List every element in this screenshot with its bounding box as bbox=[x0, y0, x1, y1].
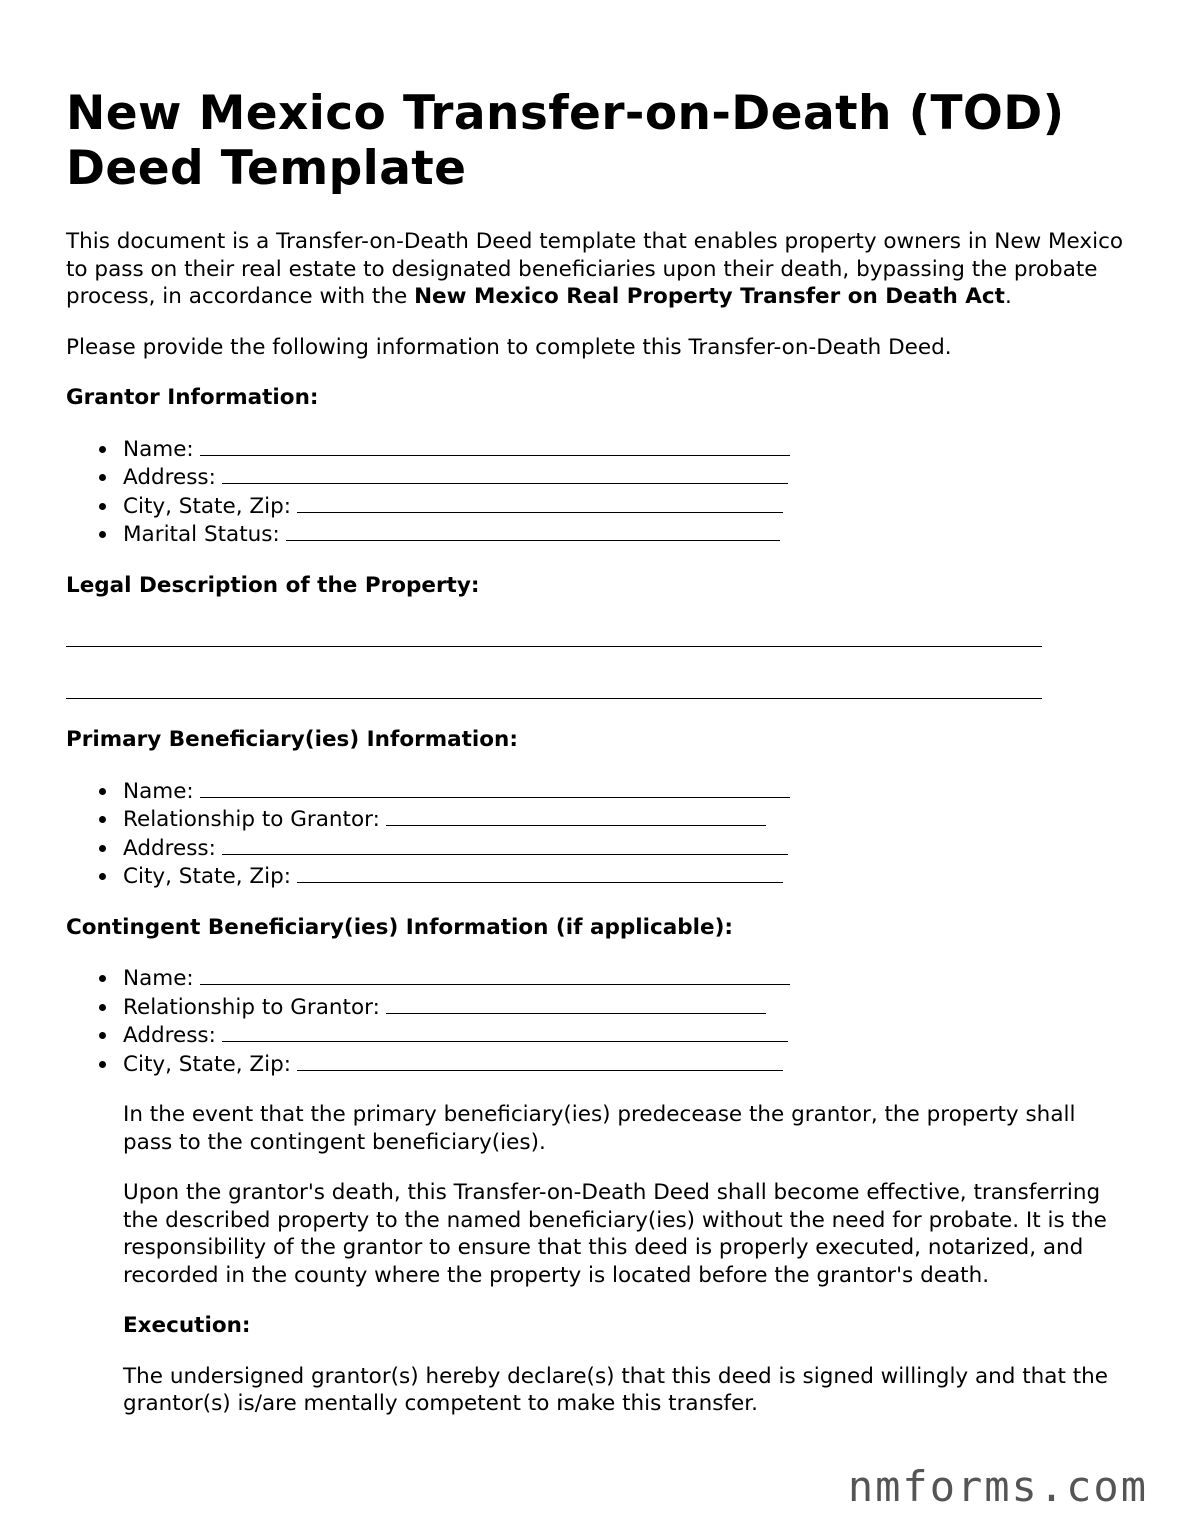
bullet-icon bbox=[99, 845, 106, 852]
primary-fields bbox=[66, 777, 1126, 891]
blank-line[interactable] bbox=[222, 463, 788, 484]
bullet-icon bbox=[99, 1004, 106, 1011]
field-label: City, State, Zip: bbox=[123, 1051, 291, 1077]
field-label: Relationship to Grantor: bbox=[123, 994, 380, 1020]
field-label: Name: bbox=[123, 436, 194, 462]
intro-end: . bbox=[1004, 284, 1012, 309]
grantor-city-field[interactable] bbox=[123, 492, 1126, 521]
field-label: City, State, Zip: bbox=[123, 864, 291, 889]
intro-paragraph bbox=[66, 228, 1126, 311]
field-label: Name: bbox=[123, 966, 194, 991]
property-line-1[interactable] bbox=[66, 646, 1042, 647]
grantor-fields bbox=[66, 435, 1126, 549]
blank-line[interactable] bbox=[200, 435, 790, 456]
primary-relationship-field[interactable] bbox=[123, 805, 1126, 834]
blank-line[interactable] bbox=[222, 834, 788, 855]
contingent-relationship-field[interactable] bbox=[123, 993, 1126, 1022]
bullet-icon bbox=[99, 816, 106, 823]
primary-address-field[interactable] bbox=[123, 834, 1126, 863]
field-label: Address: bbox=[123, 835, 216, 861]
grantor-marital-field[interactable] bbox=[123, 520, 1126, 549]
instruction-text: Please provide the following information to complete this Transfer-on-Death Deed. bbox=[66, 334, 952, 360]
field-label: Relationship to Grantor: bbox=[123, 807, 380, 832]
grantor-address-field[interactable] bbox=[123, 463, 1126, 492]
blank-line[interactable] bbox=[297, 492, 783, 513]
blank-line[interactable] bbox=[297, 862, 783, 883]
bullet-icon bbox=[99, 503, 106, 510]
property-line-2[interactable] bbox=[66, 698, 1042, 699]
bullet-icon bbox=[99, 873, 106, 880]
indented-section bbox=[66, 1101, 1126, 1418]
contingent-address-field[interactable] bbox=[123, 1021, 1126, 1050]
grantor-heading: Grantor Information: bbox=[66, 385, 319, 410]
blank-line[interactable] bbox=[286, 520, 780, 541]
watermark-logo: nmforms.com bbox=[847, 1462, 1148, 1511]
primary-heading: Primary Beneficiary(ies) Information: bbox=[66, 727, 518, 752]
execution-paragraph: The undersigned grantor(s) hereby declare(s) that this deed is signed willingly and that the grantor(s) is/are mentally competent to make this transfer. bbox=[123, 1363, 1109, 1416]
blank-line[interactable] bbox=[200, 777, 790, 798]
bullet-icon bbox=[99, 1032, 106, 1039]
grantor-name-field[interactable] bbox=[123, 435, 1126, 464]
bullet-icon bbox=[99, 788, 106, 795]
field-label: Address: bbox=[123, 1023, 216, 1048]
blank-line[interactable] bbox=[297, 1050, 783, 1071]
page-title: New Mexico Transfer-on-Death (TOD) Deed Template bbox=[66, 86, 1065, 196]
intro-text: This document is a Transfer-on-Death Deed template that enables property owners in New Mexico to pass on their real estate to designated beneficiaries upon their death, bypassing the probate process, in accordance with the bbox=[66, 229, 1124, 309]
field-label: Name: bbox=[123, 778, 194, 804]
blank-line[interactable] bbox=[222, 1021, 788, 1042]
primary-name-field[interactable] bbox=[123, 777, 1126, 806]
effective-paragraph: Upon the grantor's death, this Transfer-on-Death Deed shall become effective, transferring the described property to the named beneficiary(ies) without the need for probate. It is the responsibility of the grantor to ensure that this deed is properly executed, notarized, and recorded in the county where the property is located before the grantor's death. bbox=[123, 1180, 1107, 1288]
bullet-icon bbox=[99, 446, 106, 453]
contingent-heading: Contingent Beneficiary(ies) Information (if applicable): bbox=[66, 914, 734, 940]
predecease-paragraph: In the event that the primary beneficiary(ies) predecease the grantor, the property shall pass to the contingent beneficiary(ies). bbox=[123, 1102, 1076, 1155]
contingent-name-field[interactable] bbox=[123, 964, 1126, 993]
contingent-city-field[interactable] bbox=[123, 1050, 1126, 1079]
contingent-fields bbox=[66, 964, 1126, 1078]
blank-line[interactable] bbox=[386, 993, 766, 1014]
field-label: City, State, Zip: bbox=[123, 493, 291, 519]
bullet-icon bbox=[99, 975, 106, 982]
bullet-icon bbox=[99, 1061, 106, 1068]
blank-line[interactable] bbox=[200, 964, 790, 985]
document-page bbox=[66, 86, 1126, 1418]
bullet-icon bbox=[99, 474, 106, 481]
execution-heading: Execution: bbox=[123, 1313, 251, 1338]
field-label: Address: bbox=[123, 465, 216, 490]
property-heading: Legal Description of the Property: bbox=[66, 572, 480, 598]
field-label: Marital Status: bbox=[123, 522, 280, 547]
bullet-icon bbox=[99, 531, 106, 538]
primary-city-field[interactable] bbox=[123, 862, 1126, 891]
act-name: New Mexico Real Property Transfer on Death Act bbox=[414, 284, 1005, 309]
blank-line[interactable] bbox=[386, 805, 766, 826]
